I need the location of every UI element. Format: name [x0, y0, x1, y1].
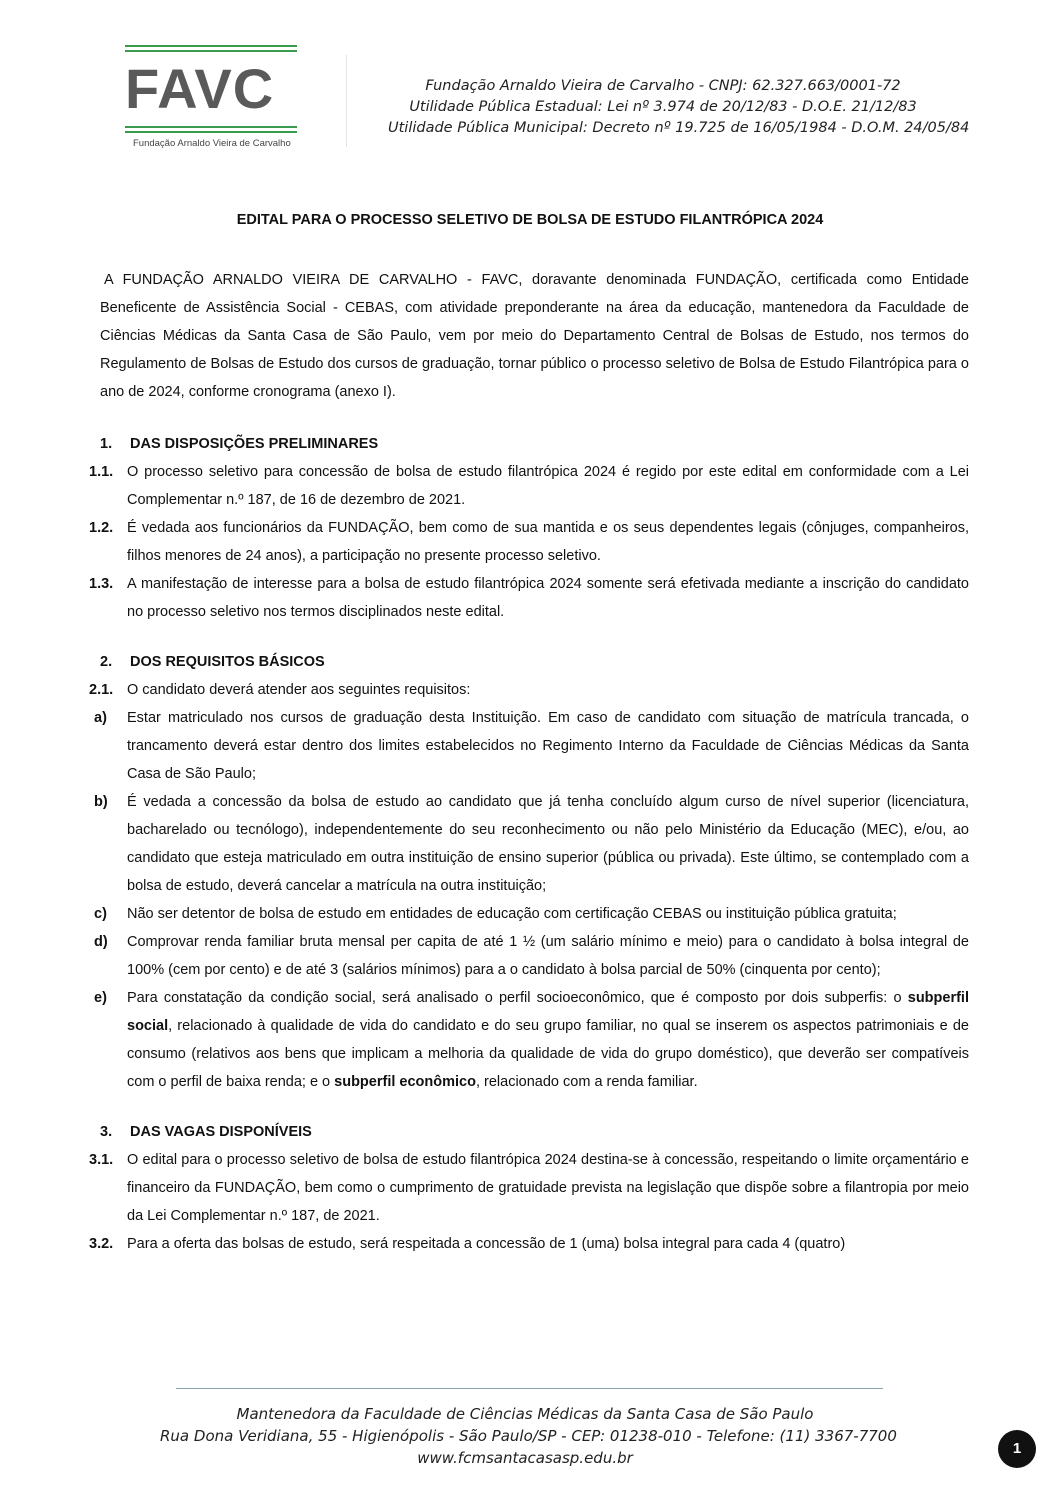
clause-item — [89, 1146, 969, 1230]
requirement-text: Estar matriculado nos cursos de graduação desta Instituição. Em caso de candidato com situação de matrícula trancada, o trancamento deverá estar dentro dos limites estabelecidos no Regimento Interno da Faculdade de Ciências Médicas da Santa Casa de São Paulo; — [127, 710, 969, 782]
requirement-item — [94, 704, 969, 788]
logo-stripe — [125, 45, 297, 47]
clause-number: 3.1. — [89, 1152, 114, 1168]
requirement-text: , relacionado com a renda familiar. — [475, 1074, 698, 1090]
clause-number: 1.1. — [89, 464, 114, 480]
section-title: DOS REQUISITOS BÁSICOS — [130, 654, 325, 670]
header-info-line: Fundação Arnaldo Vieira de Carvalho - CNPJ: 62.327.663/0001-72 — [425, 78, 901, 94]
clause-text: A manifestação de interesse para a bolsa de estudo filantrópica 2024 somente será efetivada mediante a inscrição do candidato no processo seletivo nos termos disciplinados neste edital. — [127, 576, 969, 620]
clause-number: 2.1. — [89, 682, 114, 698]
logo-stripe — [125, 126, 297, 128]
requirement-letter: a) — [94, 710, 107, 726]
footer-website-link[interactable]: www.fcmsantacasasp.edu.br — [417, 1449, 633, 1467]
header-divider — [346, 55, 347, 147]
requirement-item — [94, 900, 969, 928]
section-heading — [100, 430, 969, 458]
requirement-letter: c) — [94, 906, 107, 922]
section-number: 1. — [100, 436, 113, 452]
clause-text: O candidato deverá atender aos seguintes requisitos: — [127, 682, 471, 698]
clause-item — [89, 514, 969, 570]
requirement-text: , relacionado à qualidade de vida do candidato e do seu grupo familiar, no qual se inserem os aspectos patrimoniais e de consumo (relativos aos bens que implicam a melhoria da qualidade de vida do grupo doméstico), que deverão ser compatíveis com o perfil de baixa renda; e o — [127, 1018, 969, 1090]
page-number-badge: 1 — [998, 1430, 1036, 1468]
header-info-line: Utilidade Pública Municipal: Decreto nº 19.725 de 16/05/1984 - D.O.M. 24/05/84 — [388, 120, 970, 136]
section-title: DAS VAGAS DISPONÍVEIS — [130, 1124, 312, 1140]
document-title: EDITAL PARA O PROCESSO SELETIVO DE BOLSA DE ESTUDO FILANTRÓPICA 2024 — [236, 212, 824, 228]
section-title: DAS DISPOSIÇÕES PRELIMINARES — [130, 436, 379, 452]
logo-stripe — [125, 50, 297, 52]
requirement-item — [94, 928, 969, 984]
section-number: 3. — [100, 1124, 113, 1140]
logo-stripe — [125, 131, 297, 133]
favc-logo — [125, 40, 297, 158]
requirement-item — [94, 984, 969, 1096]
requirement-text: Não ser detentor de bolsa de estudo em entidades de educação com certificação CEBAS ou instituição pública gratuita; — [127, 906, 897, 922]
requirement-letter: e) — [94, 990, 107, 1006]
clause-text: É vedada aos funcionários da FUNDAÇÃO, bem como de sua mantida e os seus dependentes legais (cônjuges, companheiros, filhos menores de 24 anos), a participação no presente processo seletivo. — [127, 520, 969, 564]
clause-text: O processo seletivo para concessão de bolsa de estudo filantrópica 2024 é regido por este edital em conformidade com a Lei Complementar n.º 187, de 16 de dezembro de 2021. — [127, 464, 969, 508]
clause-item — [89, 676, 969, 704]
requirement-text: É vedada a concessão da bolsa de estudo ao candidato que já tenha concluído algum curso de nível superior (licenciatura, bacharelado ou tecnólogo), independentemente do seu reconhecimento ou não pelo Ministério da Educação (MEC), e/ou, ao candidato que esteja matriculado em outra instituição de ensino superior (pública ou privada). Este último, se contemplado com a bolsa de estudo, deverá cancelar a matrícula na outra instituição; — [127, 794, 969, 894]
footer-line: Rua Dona Veridiana, 55 - Higienópolis - São Paulo/SP - CEP: 01238-010 - Telefone: (11) 3367-7700 — [160, 1427, 897, 1445]
section-heading — [100, 648, 969, 676]
emphasis-text: subperfil econômico — [334, 1074, 476, 1090]
logo-wordmark: FAVC — [125, 57, 275, 120]
requirement-item — [94, 788, 969, 900]
requirement-letter: d) — [94, 934, 108, 950]
footer-line: Mantenedora da Faculdade de Ciências Médicas da Santa Casa de São Paulo — [236, 1405, 814, 1423]
clause-text: O edital para o processo seletivo de bolsa de estudo filantrópica 2024 destina-se à concessão, respeitando o limite orçamentário e financeiro da FUNDAÇÃO, bem como o cumprimento de gratuidade prevista na legislação que dispõe sobre a filantropia por meio da Lei Complementar n.º 187, de 2021. — [127, 1152, 969, 1224]
document-body — [89, 266, 969, 1258]
clause-item — [89, 1230, 969, 1258]
footer — [160, 1403, 897, 1469]
clause-number: 3.2. — [89, 1236, 114, 1252]
clause-number: 1.2. — [89, 520, 114, 536]
requirement-text: Comprovar renda familiar bruta mensal per capita de até 1 ½ (um salário mínimo e meio) para o candidato à bolsa integral de 100% (cem por cento) e de até 3 (salários mínimos) para a o candidato à bolsa parcial de 50% (cinquenta por cento); — [127, 934, 969, 978]
section-number: 2. — [100, 654, 113, 670]
requirement-text: Para constatação da condição social, será analisado o perfil socioeconômico, que é composto por dois subperfis: o — [127, 990, 908, 1006]
header-info — [388, 76, 970, 139]
requirement-letter: b) — [94, 794, 108, 810]
footer-rule — [176, 1388, 883, 1389]
intro-paragraph: A FUNDAÇÃO ARNALDO VIEIRA DE CARVALHO - FAVC, doravante denominada FUNDAÇÃO, certificada como Entidade Beneficente de Assistência Social - CEBAS, com atividade preponderante na área da educação, mantenedora da Faculdade de Ciências Médicas da Santa Casa de São Paulo, vem por meio do Departamento Central de Bolsas de Estudo, nos termos do Regulamento de Bolsas de Estudo dos cursos de graduação, tornar público o processo seletivo de Bolsa de Estudo Filantrópica para o ano de 2024, conforme cronograma (anexo I). — [100, 272, 969, 400]
section-heading — [100, 1118, 969, 1146]
clause-item — [89, 458, 969, 514]
emphasis-text: subperfil social — [127, 990, 969, 1034]
clause-item — [89, 570, 969, 626]
logo-subtitle: Fundação Arnaldo Vieira de Carvalho — [133, 138, 291, 149]
clause-text: Para a oferta das bolsas de estudo, será respeitada a concessão de 1 (uma) bolsa integral para cada 4 (quatro) — [127, 1236, 846, 1252]
clause-number: 1.3. — [89, 576, 114, 592]
header-info-line: Utilidade Pública Estadual: Lei nº 3.974 de 20/12/83 - D.O.E. 21/12/83 — [409, 99, 917, 115]
